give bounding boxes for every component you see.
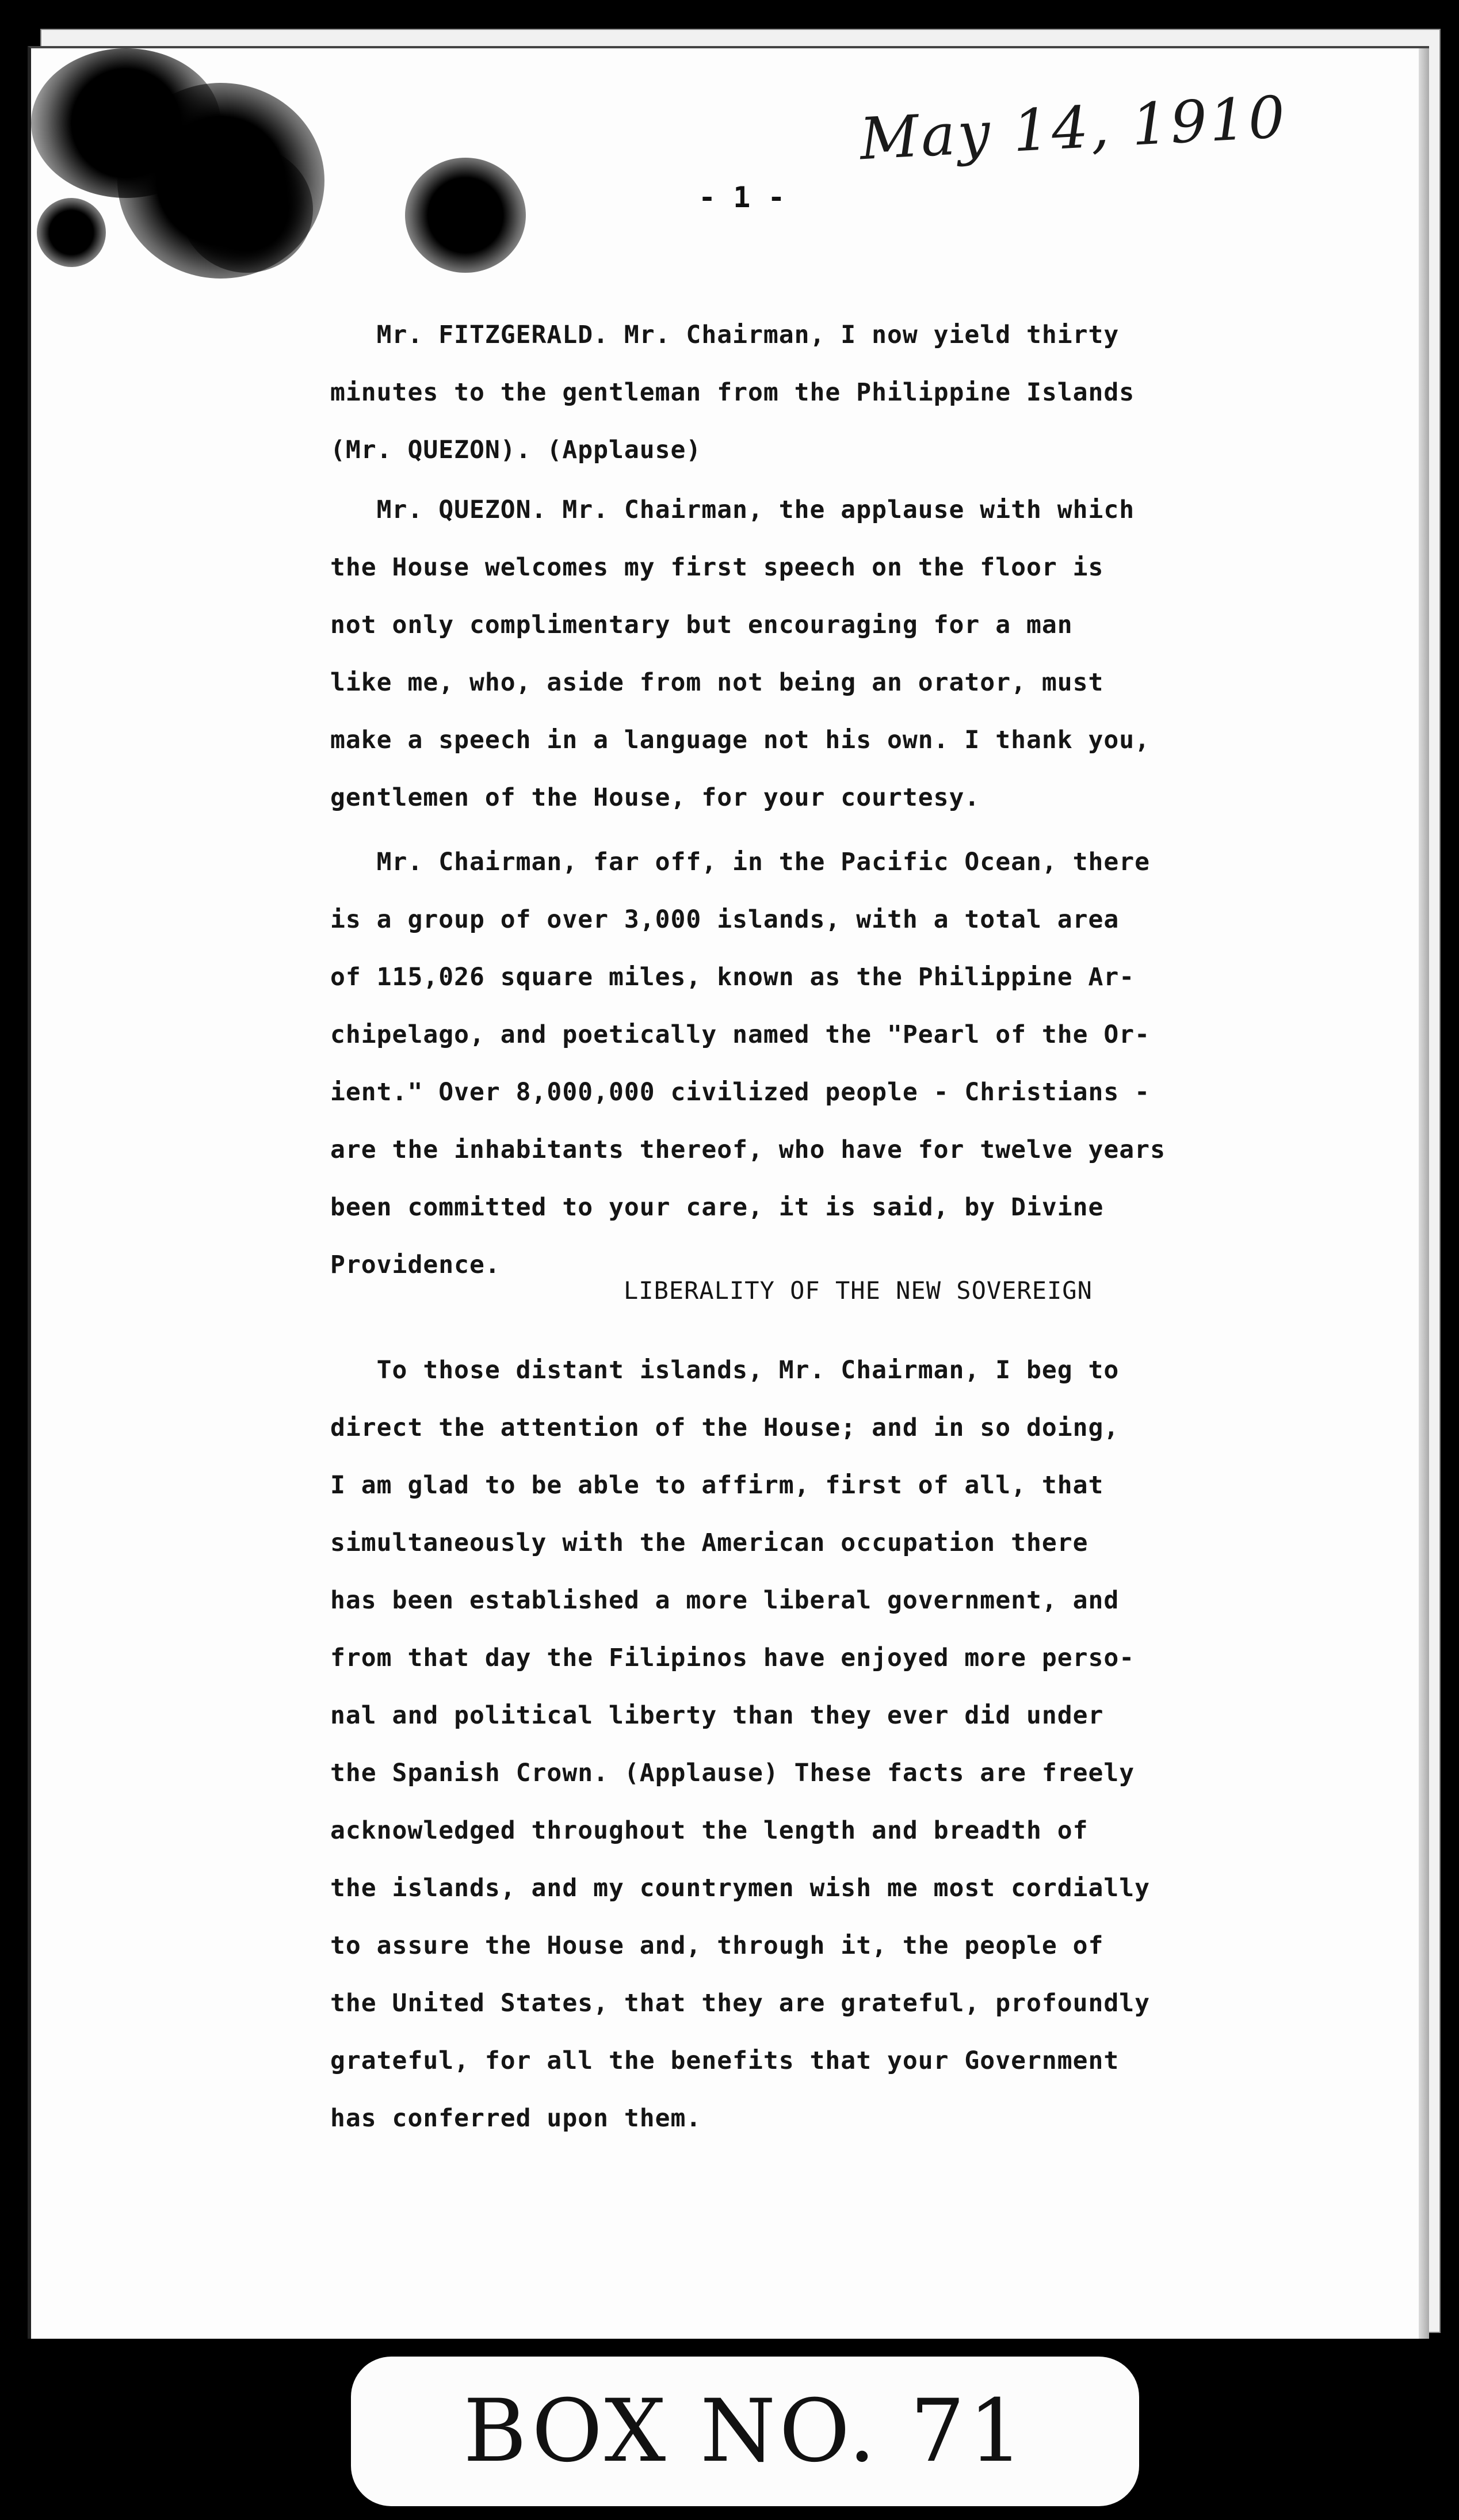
paragraph-philippines-description [330, 833, 1354, 1294]
page-number: - 1 - [698, 181, 785, 214]
text-line: minutes to the gentleman from the Philippine Islands [330, 378, 1135, 407]
text-line: like me, who, aside from not being an orator, must [330, 668, 1104, 697]
text-line: To those distant islands, Mr. Chairman, I beg to [330, 1356, 1120, 1385]
text-line: the Spanish Crown. (Applause) These facts are freely [330, 1759, 1135, 1787]
paragraph-quezon-thanks [330, 481, 1354, 826]
archive-box-label [351, 2357, 1139, 2506]
page-edge [1419, 48, 1429, 2339]
ink-stain [37, 198, 106, 267]
paragraph-fitzgerald [330, 306, 1354, 479]
paragraph-liberal-government [330, 1341, 1354, 2147]
text-line: Providence. [330, 1251, 501, 1279]
document-page [28, 46, 1429, 2339]
ink-stain [405, 158, 526, 273]
text-line: are the inhabitants thereof, who have for twelve years [330, 1135, 1166, 1164]
text-line: has conferred upon them. [330, 2104, 702, 2133]
text-line: been committed to your care, it is said, by Divine [330, 1193, 1104, 1222]
text-line: from that day the Filipinos have enjoyed more perso- [330, 1644, 1135, 1672]
text-line: nal and political liberty than they ever did under [330, 1701, 1104, 1730]
text-line: simultaneously with the American occupation there [330, 1528, 1088, 1557]
text-line: ient." Over 8,000,000 civilized people - Christians - [330, 1078, 1151, 1107]
section-heading: LIBERALITY OF THE NEW SOVEREIGN [624, 1276, 1093, 1305]
text-line: Mr. Chairman, far off, in the Pacific Ocean, there [330, 848, 1151, 876]
text-line: the islands, and my countrymen wish me most cordially [330, 1874, 1151, 1903]
text-line: Mr. FITZGERALD. Mr. Chairman, I now yield thirty [330, 321, 1120, 349]
ink-stain [181, 146, 313, 273]
text-line: to assure the House and, through it, the people of [330, 1931, 1104, 1960]
text-line: of 115,026 square miles, known as the Philippine Ar- [330, 963, 1135, 992]
text-line: has been established a more liberal government, and [330, 1586, 1120, 1615]
text-line: chipelago, and poetically named the "Pearl of the Or- [330, 1020, 1151, 1049]
handwritten-date: May 14, 1910 [858, 83, 1289, 173]
text-line: direct the attention of the House; and in so doing, [330, 1413, 1120, 1442]
text-line: gentlemen of the House, for your courtesy. [330, 783, 980, 812]
text-line: (Mr. QUEZON). (Applause) [330, 436, 702, 464]
text-line: the House welcomes my first speech on the floor is [330, 553, 1104, 582]
text-line: make a speech in a language not his own. I thank you, [330, 726, 1151, 754]
text-line: not only complimentary but encouraging for a man [330, 611, 1073, 639]
text-line: I am glad to be able to affirm, first of all, that [330, 1471, 1104, 1500]
text-line: grateful, for all the benefits that your Government [330, 2046, 1120, 2075]
text-line: Mr. QUEZON. Mr. Chairman, the applause with which [330, 495, 1135, 524]
box-label-text: BOX NO. 71 [463, 2381, 1027, 2481]
text-line: the United States, that they are grateful, profoundly [330, 1989, 1151, 2018]
text-line: is a group of over 3,000 islands, with a total area [330, 905, 1120, 934]
text-line: acknowledged throughout the length and breadth of [330, 1816, 1088, 1845]
